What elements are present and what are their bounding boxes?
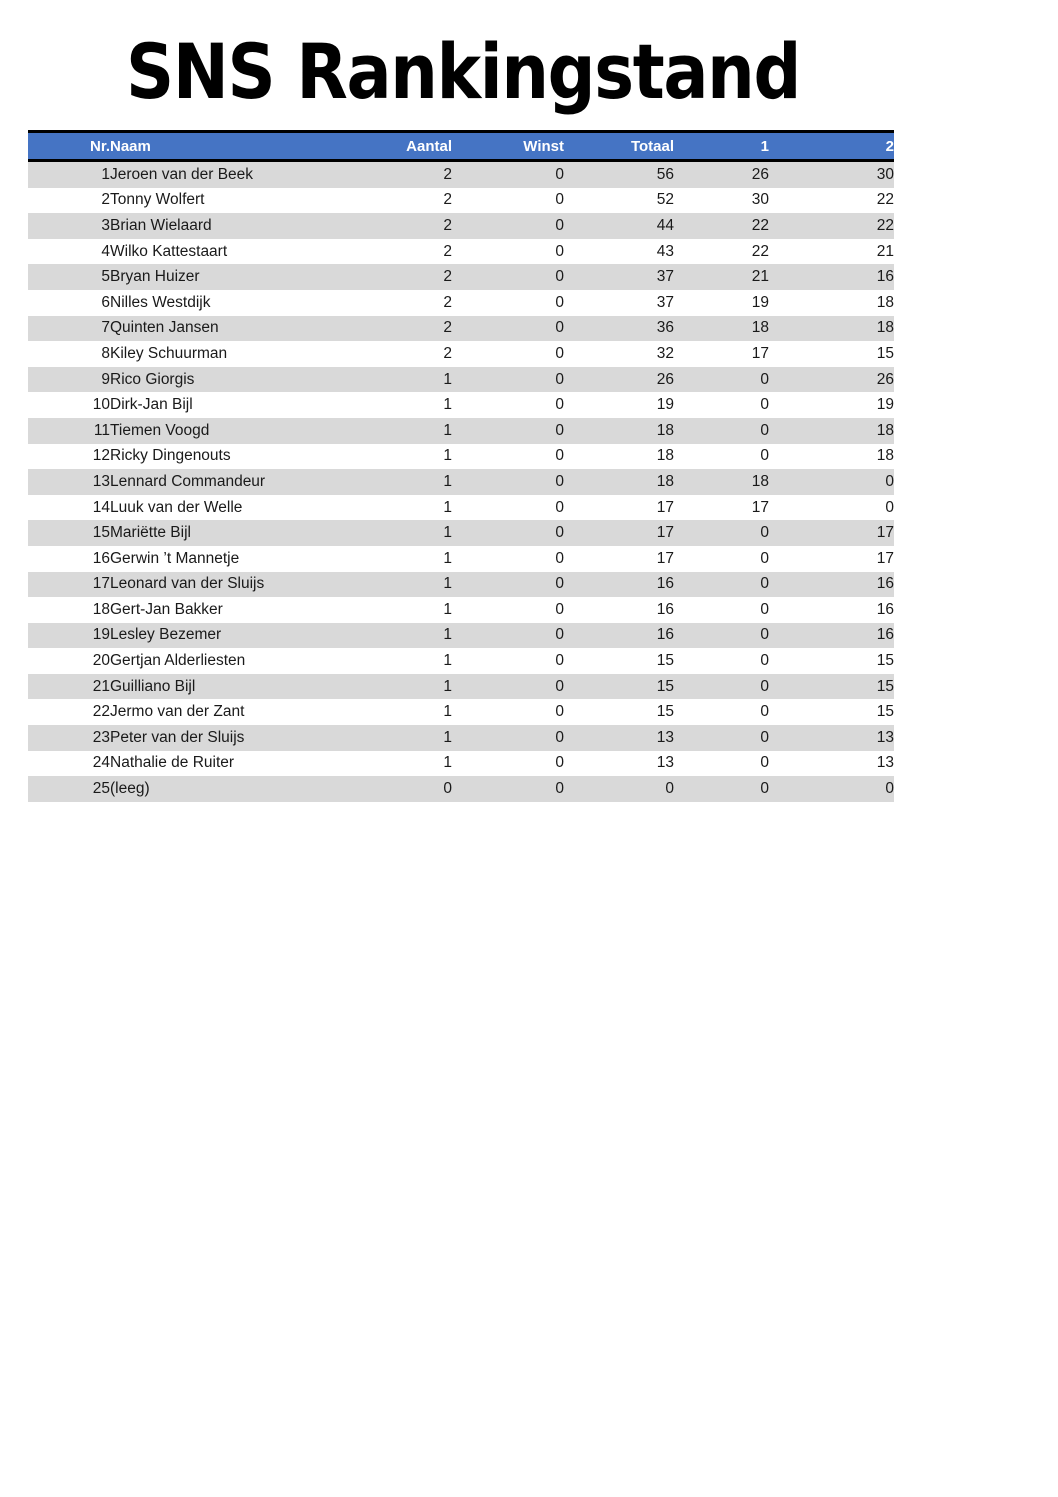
cell-naam: Luuk van der Welle: [110, 495, 320, 521]
cell-2: 22: [769, 188, 894, 214]
cell-winst: 0: [452, 290, 564, 316]
cell-winst: 0: [452, 751, 564, 777]
cell-nr: 6: [28, 290, 110, 316]
cell-winst: 0: [452, 597, 564, 623]
cell-1: 19: [674, 290, 769, 316]
cell-naam: Bryan Huizer: [110, 264, 320, 290]
cell-nr: 18: [28, 597, 110, 623]
cell-totaal: 19: [564, 392, 674, 418]
cell-aantal: 1: [320, 674, 452, 700]
cell-nr: 25: [28, 776, 110, 802]
table-row[interactable]: [28, 213, 894, 239]
cell-1: 0: [674, 623, 769, 649]
cell-aantal: 1: [320, 520, 452, 546]
table-row[interactable]: [28, 674, 894, 700]
cell-naam: Nathalie de Ruiter: [110, 751, 320, 777]
cell-nr: 2: [28, 188, 110, 214]
cell-naam: Tiemen Voogd: [110, 418, 320, 444]
cell-nr: 8: [28, 341, 110, 367]
cell-totaal: 18: [564, 418, 674, 444]
cell-totaal: 15: [564, 699, 674, 725]
cell-totaal: 16: [564, 623, 674, 649]
table-row[interactable]: [28, 572, 894, 598]
cell-winst: 0: [452, 188, 564, 214]
cell-2: 19: [769, 392, 894, 418]
cell-naam: Jeroen van der Beek: [110, 161, 320, 188]
cell-nr: 23: [28, 725, 110, 751]
cell-winst: 0: [452, 239, 564, 265]
cell-winst: 0: [452, 392, 564, 418]
cell-totaal: 44: [564, 213, 674, 239]
cell-winst: 0: [452, 444, 564, 470]
cell-1: 22: [674, 213, 769, 239]
table-body: [28, 161, 894, 802]
cell-naam: Rico Giorgis: [110, 367, 320, 393]
cell-2: 15: [769, 341, 894, 367]
cell-1: 26: [674, 161, 769, 188]
cell-totaal: 56: [564, 161, 674, 188]
cell-naam: Gert-Jan Bakker: [110, 597, 320, 623]
cell-1: 17: [674, 495, 769, 521]
cell-1: 30: [674, 188, 769, 214]
cell-aantal: 1: [320, 469, 452, 495]
table-row[interactable]: [28, 495, 894, 521]
cell-naam: Dirk-Jan Bijl: [110, 392, 320, 418]
cell-totaal: 0: [564, 776, 674, 802]
cell-2: 15: [769, 648, 894, 674]
cell-nr: 7: [28, 316, 110, 342]
cell-1: 0: [674, 648, 769, 674]
cell-totaal: 17: [564, 546, 674, 572]
cell-2: 18: [769, 418, 894, 444]
cell-naam: Leonard van der Sluijs: [110, 572, 320, 598]
cell-aantal: 1: [320, 392, 452, 418]
cell-winst: 0: [452, 725, 564, 751]
table-row[interactable]: [28, 341, 894, 367]
cell-winst: 0: [452, 469, 564, 495]
cell-nr: 11: [28, 418, 110, 444]
cell-nr: 16: [28, 546, 110, 572]
cell-naam: Brian Wielaard: [110, 213, 320, 239]
cell-1: 0: [674, 572, 769, 598]
cell-2: 0: [769, 776, 894, 802]
cell-winst: 0: [452, 341, 564, 367]
cell-2: 13: [769, 751, 894, 777]
table-row[interactable]: [28, 776, 894, 802]
cell-2: 21: [769, 239, 894, 265]
cell-naam: Jermo van der Zant: [110, 699, 320, 725]
cell-nr: 15: [28, 520, 110, 546]
cell-naam: Quinten Jansen: [110, 316, 320, 342]
cell-totaal: 13: [564, 725, 674, 751]
cell-2: 17: [769, 520, 894, 546]
cell-winst: 0: [452, 213, 564, 239]
table-row[interactable]: [28, 699, 894, 725]
cell-1: 0: [674, 418, 769, 444]
cell-nr: 19: [28, 623, 110, 649]
column-header-totaal[interactable]: Totaal: [564, 132, 674, 161]
table-row[interactable]: [28, 648, 894, 674]
cell-1: 0: [674, 674, 769, 700]
cell-1: 17: [674, 341, 769, 367]
cell-naam: Mariëtte Bijl: [110, 520, 320, 546]
cell-nr: 17: [28, 572, 110, 598]
table-row[interactable]: [28, 316, 894, 342]
cell-aantal: 2: [320, 341, 452, 367]
cell-totaal: 26: [564, 367, 674, 393]
cell-nr: 1: [28, 161, 110, 188]
cell-nr: 22: [28, 699, 110, 725]
table-row[interactable]: [28, 751, 894, 777]
table-row[interactable]: [28, 188, 894, 214]
cell-aantal: 1: [320, 597, 452, 623]
cell-nr: 3: [28, 213, 110, 239]
cell-2: 16: [769, 264, 894, 290]
cell-aantal: 2: [320, 161, 452, 188]
table-header: [28, 132, 894, 161]
cell-aantal: 1: [320, 367, 452, 393]
cell-naam: Gerwin ’t Mannetje: [110, 546, 320, 572]
cell-aantal: 1: [320, 444, 452, 470]
cell-naam: Nilles Westdijk: [110, 290, 320, 316]
cell-totaal: 16: [564, 597, 674, 623]
table-row[interactable]: [28, 597, 894, 623]
table-row[interactable]: [28, 444, 894, 470]
table-row[interactable]: [28, 520, 894, 546]
cell-1: 21: [674, 264, 769, 290]
cell-naam: Wilko Kattestaart: [110, 239, 320, 265]
cell-nr: 13: [28, 469, 110, 495]
cell-1: 0: [674, 444, 769, 470]
cell-2: 22: [769, 213, 894, 239]
cell-aantal: 2: [320, 188, 452, 214]
cell-nr: 4: [28, 239, 110, 265]
cell-winst: 0: [452, 264, 564, 290]
cell-winst: 0: [452, 316, 564, 342]
cell-1: 0: [674, 776, 769, 802]
cell-totaal: 13: [564, 751, 674, 777]
cell-aantal: 1: [320, 751, 452, 777]
cell-nr: 14: [28, 495, 110, 521]
cell-winst: 0: [452, 572, 564, 598]
table-row[interactable]: [28, 469, 894, 495]
cell-naam: Ricky Dingenouts: [110, 444, 320, 470]
cell-naam: Gertjan Alderliesten: [110, 648, 320, 674]
ranking-table-container: [28, 130, 894, 802]
column-header-winst[interactable]: Winst: [452, 132, 564, 161]
cell-winst: 0: [452, 674, 564, 700]
cell-2: 15: [769, 674, 894, 700]
cell-1: 0: [674, 392, 769, 418]
ranking-table: [28, 130, 894, 802]
cell-1: 22: [674, 239, 769, 265]
cell-2: 16: [769, 572, 894, 598]
cell-nr: 24: [28, 751, 110, 777]
cell-totaal: 18: [564, 444, 674, 470]
cell-2: 0: [769, 469, 894, 495]
cell-aantal: 1: [320, 495, 452, 521]
cell-aantal: 1: [320, 699, 452, 725]
cell-1: 18: [674, 316, 769, 342]
cell-winst: 0: [452, 648, 564, 674]
cell-2: 13: [769, 725, 894, 751]
cell-totaal: 37: [564, 264, 674, 290]
cell-2: 18: [769, 444, 894, 470]
cell-aantal: 1: [320, 648, 452, 674]
cell-1: 0: [674, 520, 769, 546]
cell-aantal: 1: [320, 623, 452, 649]
cell-winst: 0: [452, 520, 564, 546]
cell-totaal: 52: [564, 188, 674, 214]
cell-2: 18: [769, 290, 894, 316]
cell-aantal: 2: [320, 316, 452, 342]
cell-nr: 10: [28, 392, 110, 418]
cell-2: 15: [769, 699, 894, 725]
table-row[interactable]: [28, 161, 894, 188]
cell-winst: 0: [452, 623, 564, 649]
table-row[interactable]: [28, 367, 894, 393]
cell-winst: 0: [452, 418, 564, 444]
cell-totaal: 16: [564, 572, 674, 598]
cell-2: 18: [769, 316, 894, 342]
column-header-2[interactable]: 2: [769, 132, 894, 161]
cell-aantal: 2: [320, 239, 452, 265]
cell-totaal: 17: [564, 495, 674, 521]
cell-nr: 5: [28, 264, 110, 290]
column-header-nr[interactable]: Nr.: [28, 132, 110, 161]
table-row[interactable]: [28, 239, 894, 265]
cell-winst: 0: [452, 546, 564, 572]
cell-aantal: 1: [320, 418, 452, 444]
cell-naam: Peter van der Sluijs: [110, 725, 320, 751]
cell-1: 0: [674, 367, 769, 393]
cell-naam: Guilliano Bijl: [110, 674, 320, 700]
table-row[interactable]: [28, 725, 894, 751]
cell-1: 0: [674, 546, 769, 572]
cell-naam: Lennard Commandeur: [110, 469, 320, 495]
cell-naam: Kiley Schuurman: [110, 341, 320, 367]
cell-2: 0: [769, 495, 894, 521]
cell-aantal: 2: [320, 290, 452, 316]
column-header-1[interactable]: 1: [674, 132, 769, 161]
cell-nr: 21: [28, 674, 110, 700]
cell-aantal: 1: [320, 725, 452, 751]
cell-aantal: 0: [320, 776, 452, 802]
table-row[interactable]: [28, 623, 894, 649]
cell-winst: 0: [452, 161, 564, 188]
table-row[interactable]: [28, 264, 894, 290]
cell-totaal: 17: [564, 520, 674, 546]
cell-winst: 0: [452, 495, 564, 521]
table-row[interactable]: [28, 546, 894, 572]
cell-nr: 12: [28, 444, 110, 470]
cell-winst: 0: [452, 776, 564, 802]
cell-1: 0: [674, 751, 769, 777]
cell-totaal: 18: [564, 469, 674, 495]
cell-winst: 0: [452, 367, 564, 393]
cell-naam: Tonny Wolfert: [110, 188, 320, 214]
cell-nr: 20: [28, 648, 110, 674]
table-row[interactable]: [28, 290, 894, 316]
cell-1: 0: [674, 699, 769, 725]
cell-naam: Lesley Bezemer: [110, 623, 320, 649]
table-header-row: [28, 132, 894, 161]
cell-2: 16: [769, 597, 894, 623]
cell-totaal: 36: [564, 316, 674, 342]
cell-2: 16: [769, 623, 894, 649]
cell-totaal: 15: [564, 674, 674, 700]
cell-winst: 0: [452, 699, 564, 725]
cell-1: 0: [674, 597, 769, 623]
cell-nr: 9: [28, 367, 110, 393]
cell-naam: (leeg): [110, 776, 320, 802]
cell-aantal: 1: [320, 572, 452, 598]
cell-totaal: 43: [564, 239, 674, 265]
cell-2: 17: [769, 546, 894, 572]
cell-aantal: 2: [320, 213, 452, 239]
column-header-naam[interactable]: Naam: [110, 132, 320, 161]
cell-aantal: 2: [320, 264, 452, 290]
table-row[interactable]: [28, 392, 894, 418]
cell-2: 30: [769, 161, 894, 188]
column-header-aantal[interactable]: Aantal: [320, 132, 452, 161]
cell-totaal: 32: [564, 341, 674, 367]
cell-2: 26: [769, 367, 894, 393]
page-title: SNS Rankingstand: [126, 27, 801, 116]
cell-totaal: 15: [564, 648, 674, 674]
cell-1: 18: [674, 469, 769, 495]
cell-totaal: 37: [564, 290, 674, 316]
cell-aantal: 1: [320, 546, 452, 572]
table-row[interactable]: [28, 418, 894, 444]
cell-1: 0: [674, 725, 769, 751]
